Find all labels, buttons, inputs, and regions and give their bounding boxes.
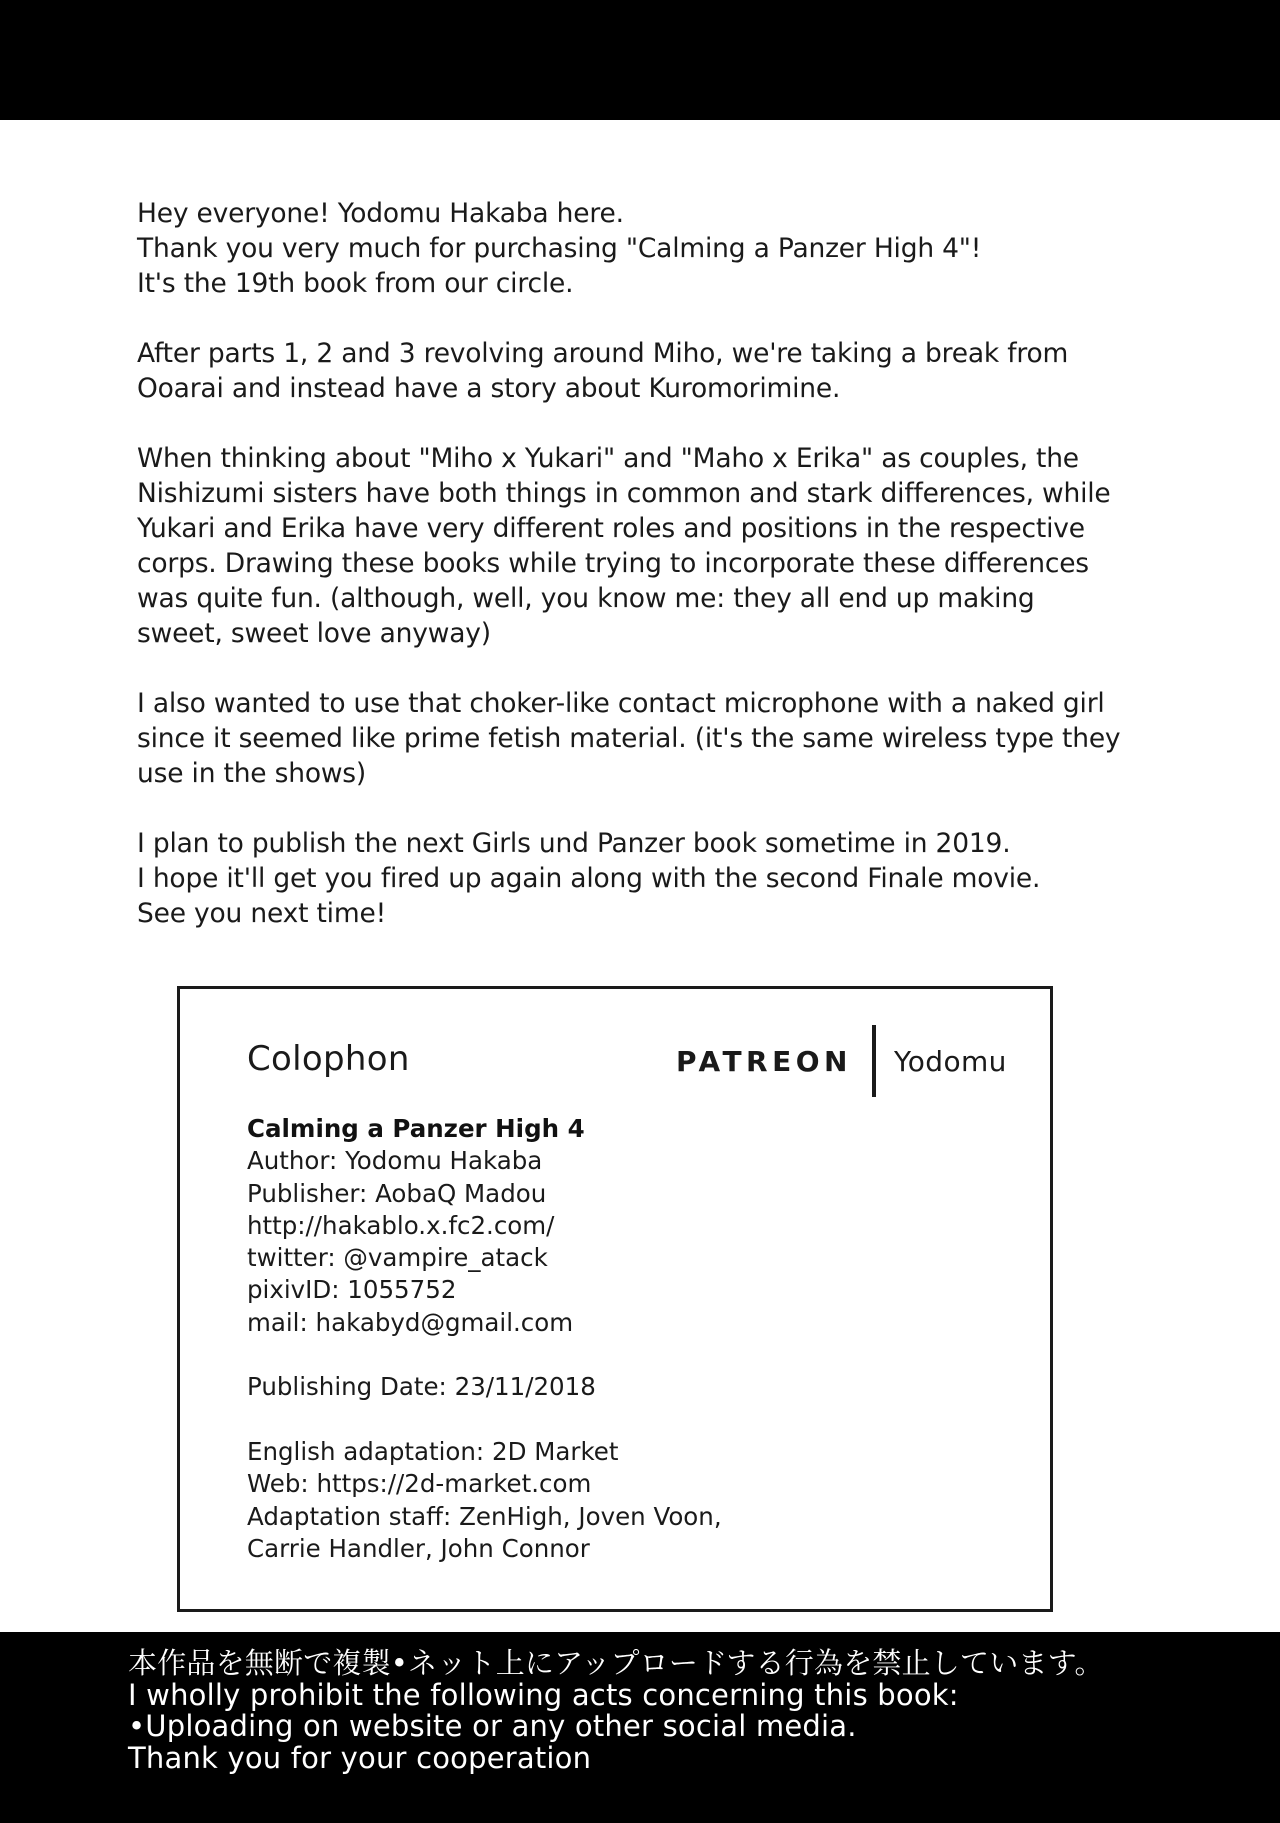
afterword-line: See you next time! bbox=[137, 898, 386, 929]
publishing-date-line: Publishing Date: 23/11/2018 bbox=[247, 1372, 596, 1402]
colophon-title: Colophon bbox=[247, 1039, 410, 1079]
staff-line: Carrie Handler, John Connor bbox=[247, 1533, 590, 1563]
patreon-wordmark: PATREON bbox=[676, 1044, 852, 1078]
afterword-line: Hey everyone! Yodomu Hakaba here. bbox=[137, 198, 624, 229]
spacer bbox=[247, 1404, 1007, 1436]
adaptation-line: English adaptation: 2D Market bbox=[247, 1436, 619, 1466]
publisher-line: Publisher: AobaQ Madou bbox=[247, 1178, 547, 1208]
bottom-black-bar bbox=[0, 1632, 1280, 1823]
patreon-creator-name: Yodomu bbox=[893, 1044, 1007, 1078]
afterword-paragraph-1 bbox=[137, 196, 1157, 301]
page bbox=[0, 120, 1280, 1632]
top-black-bar bbox=[0, 0, 1280, 120]
copyright-notice bbox=[128, 1648, 1248, 1774]
staff-line: Adaptation staff: ZenHigh, Joven Voon, bbox=[247, 1501, 722, 1531]
spacer bbox=[247, 1339, 1007, 1371]
afterword-line: since it seemed like prime fetish material. (it's the same wireless type they bbox=[137, 723, 1121, 754]
book-title: Calming a Panzer High 4 bbox=[247, 1114, 585, 1143]
afterword-paragraph-3 bbox=[137, 441, 1157, 651]
notice-line: •Uploading on website or any other social media. bbox=[128, 1709, 857, 1743]
afterword-line: use in the shows) bbox=[137, 758, 367, 789]
notice-line: I wholly prohibit the following acts concerning this book: bbox=[128, 1677, 959, 1712]
afterword-line: Thank you very much for purchasing "Calming a Panzer High 4"! bbox=[137, 233, 982, 264]
afterword-line: When thinking about "Miho x Yukari" and "Maho x Erika" as couples, the bbox=[137, 443, 1079, 474]
afterword-paragraph-2 bbox=[137, 336, 1157, 406]
notice-line: Thank you for your cooperation bbox=[128, 1740, 592, 1775]
afterword-line: I hope it'll get you fired up again along with the second Finale movie. bbox=[137, 863, 1041, 894]
afterword-line: was quite fun. (although, well, you know me: they all end up making bbox=[137, 583, 1035, 614]
pixiv-line: pixivID: 1055752 bbox=[247, 1275, 457, 1305]
mail-line: mail: hakabyd@gmail.com bbox=[247, 1307, 574, 1337]
patreon-logo bbox=[676, 1039, 1007, 1083]
afterword-paragraph-5 bbox=[137, 826, 1157, 931]
afterword-text bbox=[137, 196, 1157, 931]
afterword-line: Yukari and Erika have very different roles and positions in the respective bbox=[137, 513, 1085, 544]
afterword-paragraph-4 bbox=[137, 686, 1157, 791]
afterword-line: sweet, sweet love anyway) bbox=[137, 618, 491, 649]
notice-japanese: 本作品を無断で複製•ネット上にアップロードする行為を禁止しています。 bbox=[128, 1646, 1104, 1680]
afterword-line: I also wanted to use that choker-like contact microphone with a naked girl bbox=[137, 688, 1105, 719]
afterword-line: After parts 1, 2 and 3 revolving around Miho, we're taking a break from bbox=[137, 338, 1069, 369]
colophon-box bbox=[177, 986, 1053, 1612]
afterword-line: Nishizumi sisters have both things in common and stark differences, while bbox=[137, 478, 1111, 509]
afterword-line: It's the 19th book from our circle. bbox=[137, 268, 574, 299]
patreon-divider bbox=[872, 1025, 876, 1097]
twitter-line: twitter: @vampire_atack bbox=[247, 1243, 548, 1273]
author-line: Author: Yodomu Hakaba bbox=[247, 1146, 543, 1176]
colophon-details bbox=[247, 1113, 1007, 1565]
web-line: Web: https://2d-market.com bbox=[247, 1469, 592, 1499]
afterword-line: I plan to publish the next Girls und Panzer book sometime in 2019. bbox=[137, 828, 1011, 859]
website-line: http://hakablo.x.fc2.com/ bbox=[247, 1210, 555, 1240]
afterword-line: corps. Drawing these books while trying to incorporate these differences bbox=[137, 548, 1089, 579]
afterword-line: Ooarai and instead have a story about Kuromorimine. bbox=[137, 373, 841, 404]
